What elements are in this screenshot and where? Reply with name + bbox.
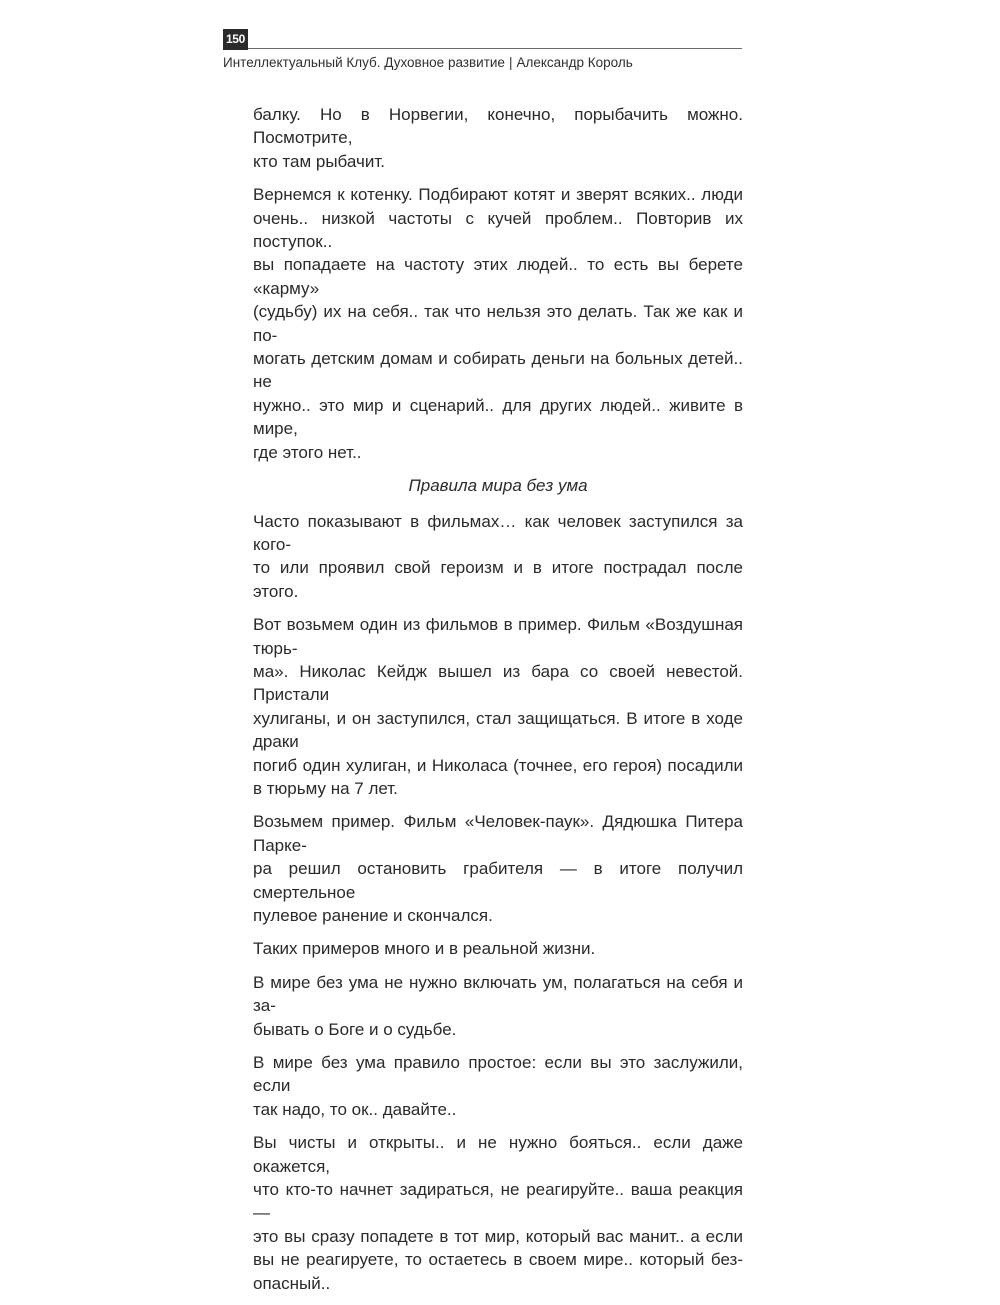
text-line: нужно.. это мир и сценарий.. для других людей.. живите в мире,	[253, 395, 743, 439]
text-line: где этого нет..	[253, 442, 362, 462]
header-separator: |	[508, 55, 513, 70]
text-line: Вернемся к котенку. Подбирают котят и зверят всяких.. люди	[253, 185, 743, 205]
text-line: В мире без ума правило простое: если вы это заслужили, если	[253, 1053, 743, 1096]
text-line: В мире без ума не нужно включать ум, полагаться на себя и за-	[253, 972, 743, 1016]
text-line: балку. Но в Норвегии, конечно, порыбачить можно. Посмотрите,	[253, 105, 743, 148]
text-line: пулевое ранение и скончался.	[253, 906, 493, 925]
text-line: погиб один хулиган, и Николаса (точнее, его героя) посадили	[253, 755, 743, 775]
text-line: Возьмем пример. Фильм «Человек-паук». Дядюшка Питера Парке-	[253, 812, 743, 855]
text-line: бывать о Боге и о судьбе.	[253, 1019, 457, 1039]
text-line: так надо, то ок.. давайте..	[253, 1099, 457, 1119]
paragraph	[253, 183, 743, 464]
page-body	[253, 103, 743, 1305]
paragraph	[253, 937, 743, 960]
paragraph	[253, 810, 743, 927]
text-line: Таких примеров много и в реальной жизни.	[253, 939, 596, 959]
paragraph	[253, 971, 743, 1041]
text-line: вы не реагируете, то остаетесь в своем мире.. который без-	[253, 1250, 743, 1270]
text-line: ра решил остановить грабителя — в итоге получил смертельное	[253, 859, 743, 902]
paragraph	[253, 1051, 743, 1121]
text-line: могать детским домам и собирать деньги на больных детей.. не	[253, 349, 743, 392]
text-line: Вы чисты и открыты.. и не нужно бояться.. если даже окажется,	[253, 1133, 743, 1176]
text-line: ма». Николас Кейдж вышел из бара со своей невестой. Пристали	[253, 661, 743, 705]
text-line: это вы сразу попадете в тот мир, который вас манит.. а если	[253, 1226, 743, 1246]
text-line: очень.. низкой частоты с кучей проблем.. Повторив их поступок..	[253, 208, 743, 252]
series-title: Интеллектуальный Клуб. Духовное развитие	[223, 55, 505, 70]
page-number: 150	[223, 29, 248, 50]
text-line: то или проявил свой героизм и в итоге пострадал после этого.	[253, 558, 743, 601]
text-line: что кто-то начнет задираться, не реагируйте.. ваша реакция —	[253, 1180, 743, 1223]
text-line: опасный..	[253, 1273, 331, 1293]
author-name: Александр Король	[516, 55, 633, 70]
text-line: вы попадаете на частоту этих людей.. то есть вы берете «карму»	[253, 255, 743, 298]
header-rule	[248, 48, 742, 49]
text-line: хулиганы, и он заступился, стал защищаться. В итоге в ходе драки	[253, 708, 743, 752]
paragraph	[253, 103, 743, 173]
text-line: в тюрьму на 7 лет.	[253, 778, 398, 798]
section-heading: Правила мира без ума	[408, 476, 588, 496]
text-line: (судьбу) их на себя.. так что нельзя это делать. Так же как и по-	[253, 302, 743, 345]
paragraph	[253, 1131, 743, 1295]
text-line: Вот возьмем один из фильмов в пример. Фильм «Воздушная тюрь-	[253, 615, 743, 658]
paragraph	[253, 510, 743, 604]
text-line: кто там рыбачит.	[253, 151, 385, 171]
running-head	[223, 54, 633, 72]
text-line: Часто показывают в фильмах… как человек заступился за кого-	[253, 511, 743, 554]
paragraph	[253, 613, 743, 800]
